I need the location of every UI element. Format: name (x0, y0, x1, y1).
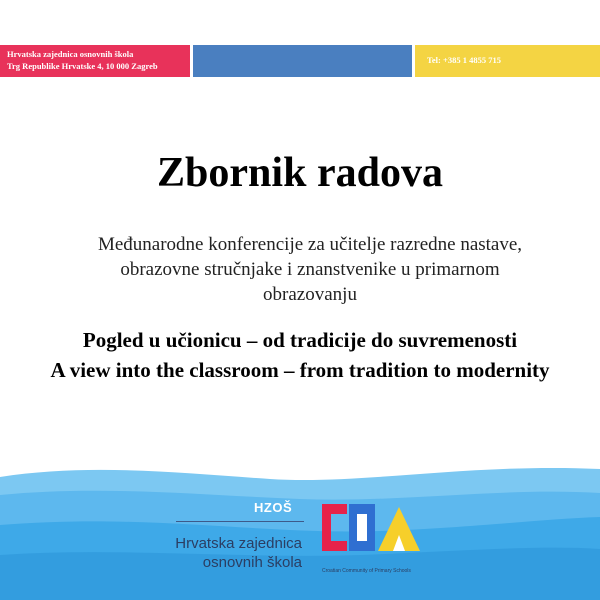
org-address: Trg Republike Hrvatske 4, 10 000 Zagreb (7, 61, 158, 71)
divider (176, 521, 304, 522)
hzos-abbreviation: HZOŠ (254, 500, 293, 515)
logo-tagline: Croatian Community of Primary Schools (322, 568, 411, 574)
header-bar (0, 45, 600, 77)
page-title: Zbornik radova (157, 150, 443, 196)
wave-background (0, 455, 600, 600)
conference-subtitle: Međunarodne konferencije za učitelje razredne nastave, obrazovne stručnjake i znanstvenike u primarnom obrazovanju (97, 234, 523, 305)
org-name: Hrvatska zajednica osnovnih škola (7, 49, 134, 59)
footer-wave-banner (0, 455, 600, 600)
org-full-name-line2: osnovnih škola (202, 554, 302, 571)
org-full-name (150, 534, 302, 572)
header-blue-segment (193, 45, 412, 77)
conference-topic (40, 325, 560, 385)
org-full-name-line1: Hrvatska zajednica (175, 535, 302, 552)
phone-number: Tel: +385 1 4855 715 (427, 55, 501, 65)
topic-croatian: Pogled u učionicu – od tradicije do suvremenosti (82, 328, 518, 352)
topic-english: A view into the classroom – from tradition to modernity (50, 358, 550, 382)
